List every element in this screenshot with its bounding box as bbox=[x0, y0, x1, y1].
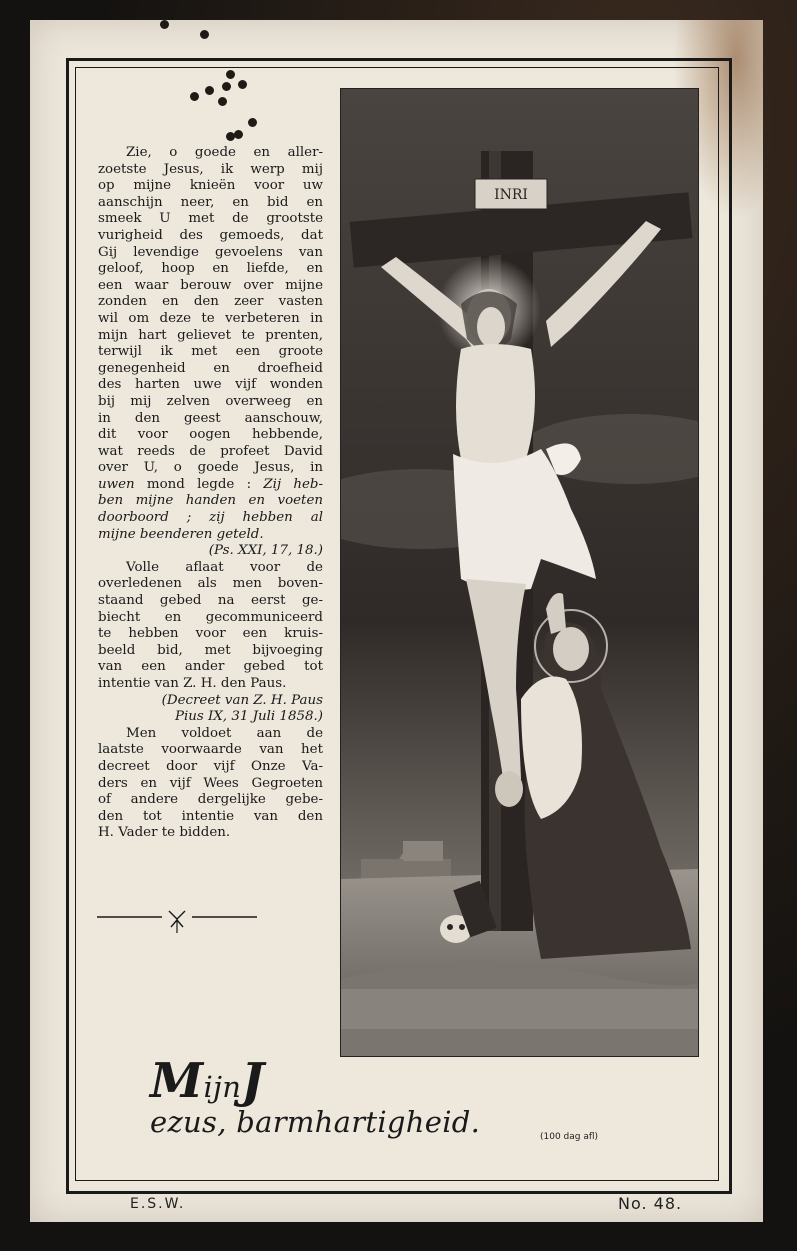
prayer-line: vurigheid des gemoeds, dat bbox=[98, 227, 323, 243]
prayer-line: een waar berouw over mijne bbox=[98, 277, 323, 293]
prayer-line: mijn hart gelievet te prenten, bbox=[98, 327, 323, 343]
indulgence-note: (100 dag afl) bbox=[540, 1132, 599, 1142]
prayer-line: des harten uwe vijf wonden bbox=[98, 377, 323, 393]
word-uwen: uwen bbox=[98, 476, 135, 492]
condition-line: den tot intentie van den bbox=[98, 808, 323, 824]
condition-line: H. Vader te bidden. bbox=[98, 825, 231, 841]
card-number: No. 48. bbox=[618, 1194, 683, 1213]
prayer-line: geloof, hoop en liefde, en bbox=[98, 261, 323, 277]
prayer-line: wat reeds de profeet David bbox=[98, 443, 323, 459]
title-initial-j: J bbox=[241, 1053, 265, 1109]
quote-line: ben mijne handen en voeten bbox=[98, 493, 323, 509]
prayer-body bbox=[98, 145, 323, 477]
title-word-ijn: ijn bbox=[203, 1070, 242, 1104]
publisher-mark: E.S.W. bbox=[130, 1196, 186, 1212]
decree-line: (Decreet van Z. H. Paus bbox=[161, 692, 323, 708]
prayer-line: bij mij zelven overweeg en bbox=[98, 393, 323, 409]
prayer-line: zoetste Jesus, ik werp mij bbox=[98, 161, 323, 177]
condition-line: laatste voorwaarde van het bbox=[98, 742, 323, 758]
quote-line: mijne beenderen geteld. bbox=[98, 526, 264, 542]
prayer-line-uwen bbox=[98, 477, 323, 494]
condition-text bbox=[98, 726, 323, 842]
indulgence-line: beeld bid, met bijvoeging bbox=[98, 642, 323, 658]
prayer-line: zonden en den zeer vasten bbox=[98, 294, 323, 310]
decree-text bbox=[98, 693, 323, 726]
condition-line: of andere dergelijke gebe- bbox=[98, 792, 323, 808]
condition-line: decreet door vijf Onze Va- bbox=[98, 758, 323, 774]
condition-line: ders en vijf Wees Gegroeten bbox=[98, 775, 323, 791]
crucifixion-scene bbox=[341, 89, 698, 1056]
indulgence-line: te hebben voor een kruis- bbox=[98, 626, 323, 642]
crucifixion-engraving bbox=[340, 88, 699, 1057]
title-word-ezus: ezus, barmhartigheid. bbox=[150, 1105, 481, 1139]
prayer-line: genegenheid en droefheid bbox=[98, 360, 323, 376]
psalm-quote bbox=[98, 493, 323, 543]
prayer-line: terwijl ik met een groote bbox=[98, 344, 323, 360]
prayer-line: dit voor oogen hebbende, bbox=[98, 427, 323, 443]
word-mond-legde: mond legde : bbox=[134, 476, 264, 492]
prayer-line: op mijne knieën voor uw bbox=[98, 178, 323, 194]
indulgence-line: van een ander gebed tot bbox=[98, 659, 323, 675]
indulgence-text bbox=[98, 560, 323, 693]
word-zij-heb: Zij heb- bbox=[263, 476, 323, 492]
psalm-reference: (Ps. XXI, 17, 18.) bbox=[208, 543, 323, 559]
indulgence-line: biecht en gecommuniceerd bbox=[98, 609, 323, 625]
indulgence-line: staand gebed na eerst ge- bbox=[98, 593, 323, 609]
condition-line: Men voldoet aan de bbox=[126, 725, 323, 741]
prayer-line: Gij levendige gevoelens van bbox=[98, 244, 323, 260]
indulgence-line: intentie van Z. H. den Paus. bbox=[98, 676, 287, 691]
prayer-line: aanschijn neer, en bid en bbox=[98, 194, 323, 210]
prayer-line: Zie, o goede en aller- bbox=[126, 145, 323, 160]
quote-line: doorboord ; zij hebben al bbox=[98, 510, 323, 526]
prayer-line: wil om deze te verbeteren in bbox=[98, 310, 323, 326]
prayer-text bbox=[98, 145, 323, 842]
indulgence-line: Volle aflaat voor de bbox=[126, 559, 323, 575]
prayer-line: over U, o goede Jesus, in bbox=[98, 460, 323, 476]
prayer-line: in den geest aanschouw, bbox=[98, 410, 323, 426]
prayer-line: smeek U met de grootste bbox=[98, 211, 323, 227]
title-initial-m: M bbox=[150, 1053, 204, 1109]
ornament-divider bbox=[97, 905, 257, 935]
indulgence-line: overledenen als men boven- bbox=[98, 576, 323, 592]
decree-line: Pius IX, 31 Juli 1858.) bbox=[174, 709, 323, 725]
inri-plaque: INRI bbox=[494, 187, 528, 203]
